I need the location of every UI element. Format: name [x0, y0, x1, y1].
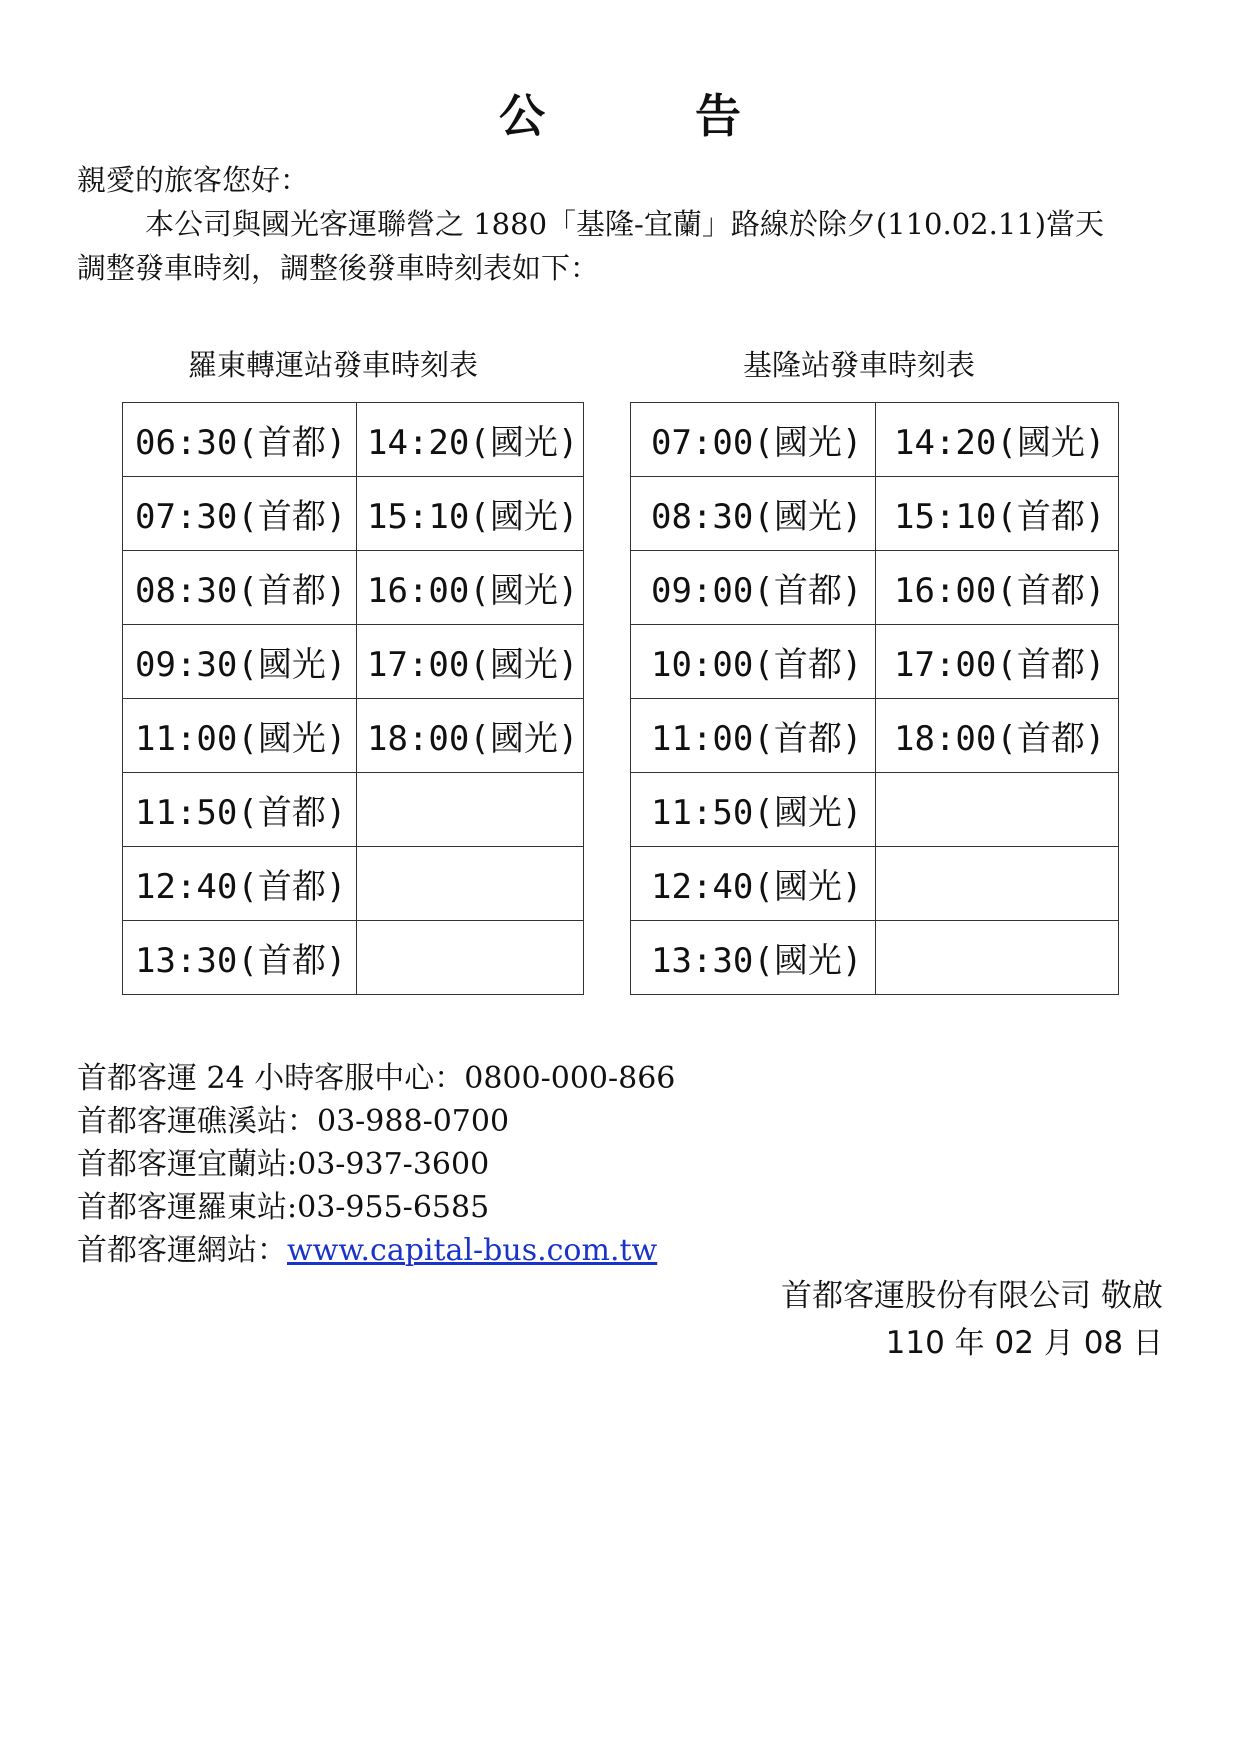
table-cell: 18:00(首都): [876, 699, 1119, 773]
table-row: [631, 773, 1119, 847]
table-row: [631, 551, 1119, 625]
table-cell: 15:10(首都): [876, 477, 1119, 551]
table-row: [123, 699, 584, 773]
table-cell: 13:30(首都): [123, 921, 357, 995]
table-cell: 11:50(首都): [123, 773, 357, 847]
signature-company: 首都客運股份有限公司 敬啟: [781, 1278, 1163, 1314]
table-cell: 11:00(國光): [123, 699, 357, 773]
date-year: 110: [885, 1325, 945, 1361]
signature-date: [886, 1318, 1163, 1362]
table-row: [631, 847, 1119, 921]
luodong-schedule-table: [122, 402, 584, 995]
table-cell: 14:20(國光): [357, 403, 584, 477]
intro-line-2: 調整發車時刻，調整後發車時刻表如下：: [77, 251, 600, 285]
table-cell: 16:00(首都): [876, 551, 1119, 625]
table-cell: 11:50(國光): [631, 773, 876, 847]
left-table-caption: 羅東轉運站發車時刻表: [188, 348, 479, 382]
table-cell: 09:00(首都): [631, 551, 876, 625]
table-cell: 13:30(國光): [631, 921, 876, 995]
table-cell: 10:00(首都): [631, 625, 876, 699]
table-cell: [876, 773, 1119, 847]
table-cell: 06:30(首都): [123, 403, 357, 477]
table-row: [631, 625, 1119, 699]
title-char-1: 公: [499, 89, 545, 143]
table-cell: 07:00(國光): [631, 403, 876, 477]
greeting: 親愛的旅客您好：: [77, 163, 310, 197]
table-row: [123, 477, 584, 551]
table-row: [123, 625, 584, 699]
table-cell: 09:30(國光): [123, 625, 357, 699]
table-cell: 07:30(首都): [123, 477, 357, 551]
table-cell: [876, 921, 1119, 995]
table-cell: [357, 773, 584, 847]
keelung-schedule-table: [630, 402, 1119, 995]
date-year-unit: 年: [954, 1326, 985, 1361]
table-cell: 12:40(國光): [631, 847, 876, 921]
table-row: [631, 403, 1119, 477]
yilan-station-contact: 首都客運宜蘭站:03-937-3600: [77, 1147, 490, 1182]
service-center-contact: 首都客運 24 小時客服中心：0800-000-866: [77, 1061, 676, 1096]
table-cell: 18:00(國光): [357, 699, 584, 773]
table-cell: 12:40(首都): [123, 847, 357, 921]
table-cell: 08:30(國光): [631, 477, 876, 551]
table-cell: 14:20(國光): [876, 403, 1119, 477]
table-row: [631, 699, 1119, 773]
title-char-2: 告: [695, 89, 741, 143]
notice-title: [0, 80, 1240, 146]
jiaoxi-station-contact: 首都客運礁溪站：03-988-0700: [77, 1104, 510, 1139]
table-cell: 17:00(首都): [876, 625, 1119, 699]
table-cell: 16:00(國光): [357, 551, 584, 625]
website-link[interactable]: www.capital-bus.com.tw: [287, 1233, 658, 1268]
date-month: 02: [994, 1325, 1034, 1361]
table-row: [123, 403, 584, 477]
table-row: [123, 551, 584, 625]
table-row: [631, 477, 1119, 551]
luodong-station-contact: 首都客運羅東站:03-955-6585: [77, 1190, 490, 1225]
table-row: [631, 921, 1119, 995]
table-cell: 15:10(國光): [357, 477, 584, 551]
table-cell: [357, 847, 584, 921]
table-row: [123, 773, 584, 847]
table-row: [123, 847, 584, 921]
intro-line-1: 本公司與國光客運聯營之 1880「基隆-宜蘭」路線於除夕(110.02.11)當天: [145, 207, 1105, 241]
table-cell: [876, 847, 1119, 921]
date-day-unit: 日: [1133, 1326, 1163, 1361]
website-label: 首都客運網站：: [77, 1233, 287, 1268]
table-cell: [357, 921, 584, 995]
right-table-caption: 基隆站發車時刻表: [743, 348, 976, 382]
table-cell: 17:00(國光): [357, 625, 584, 699]
website-contact: [77, 1225, 657, 1269]
table-cell: 11:00(首都): [631, 699, 876, 773]
table-row: [123, 921, 584, 995]
date-month-unit: 月: [1043, 1326, 1074, 1361]
date-day: 08: [1083, 1325, 1124, 1361]
table-cell: 08:30(首都): [123, 551, 357, 625]
